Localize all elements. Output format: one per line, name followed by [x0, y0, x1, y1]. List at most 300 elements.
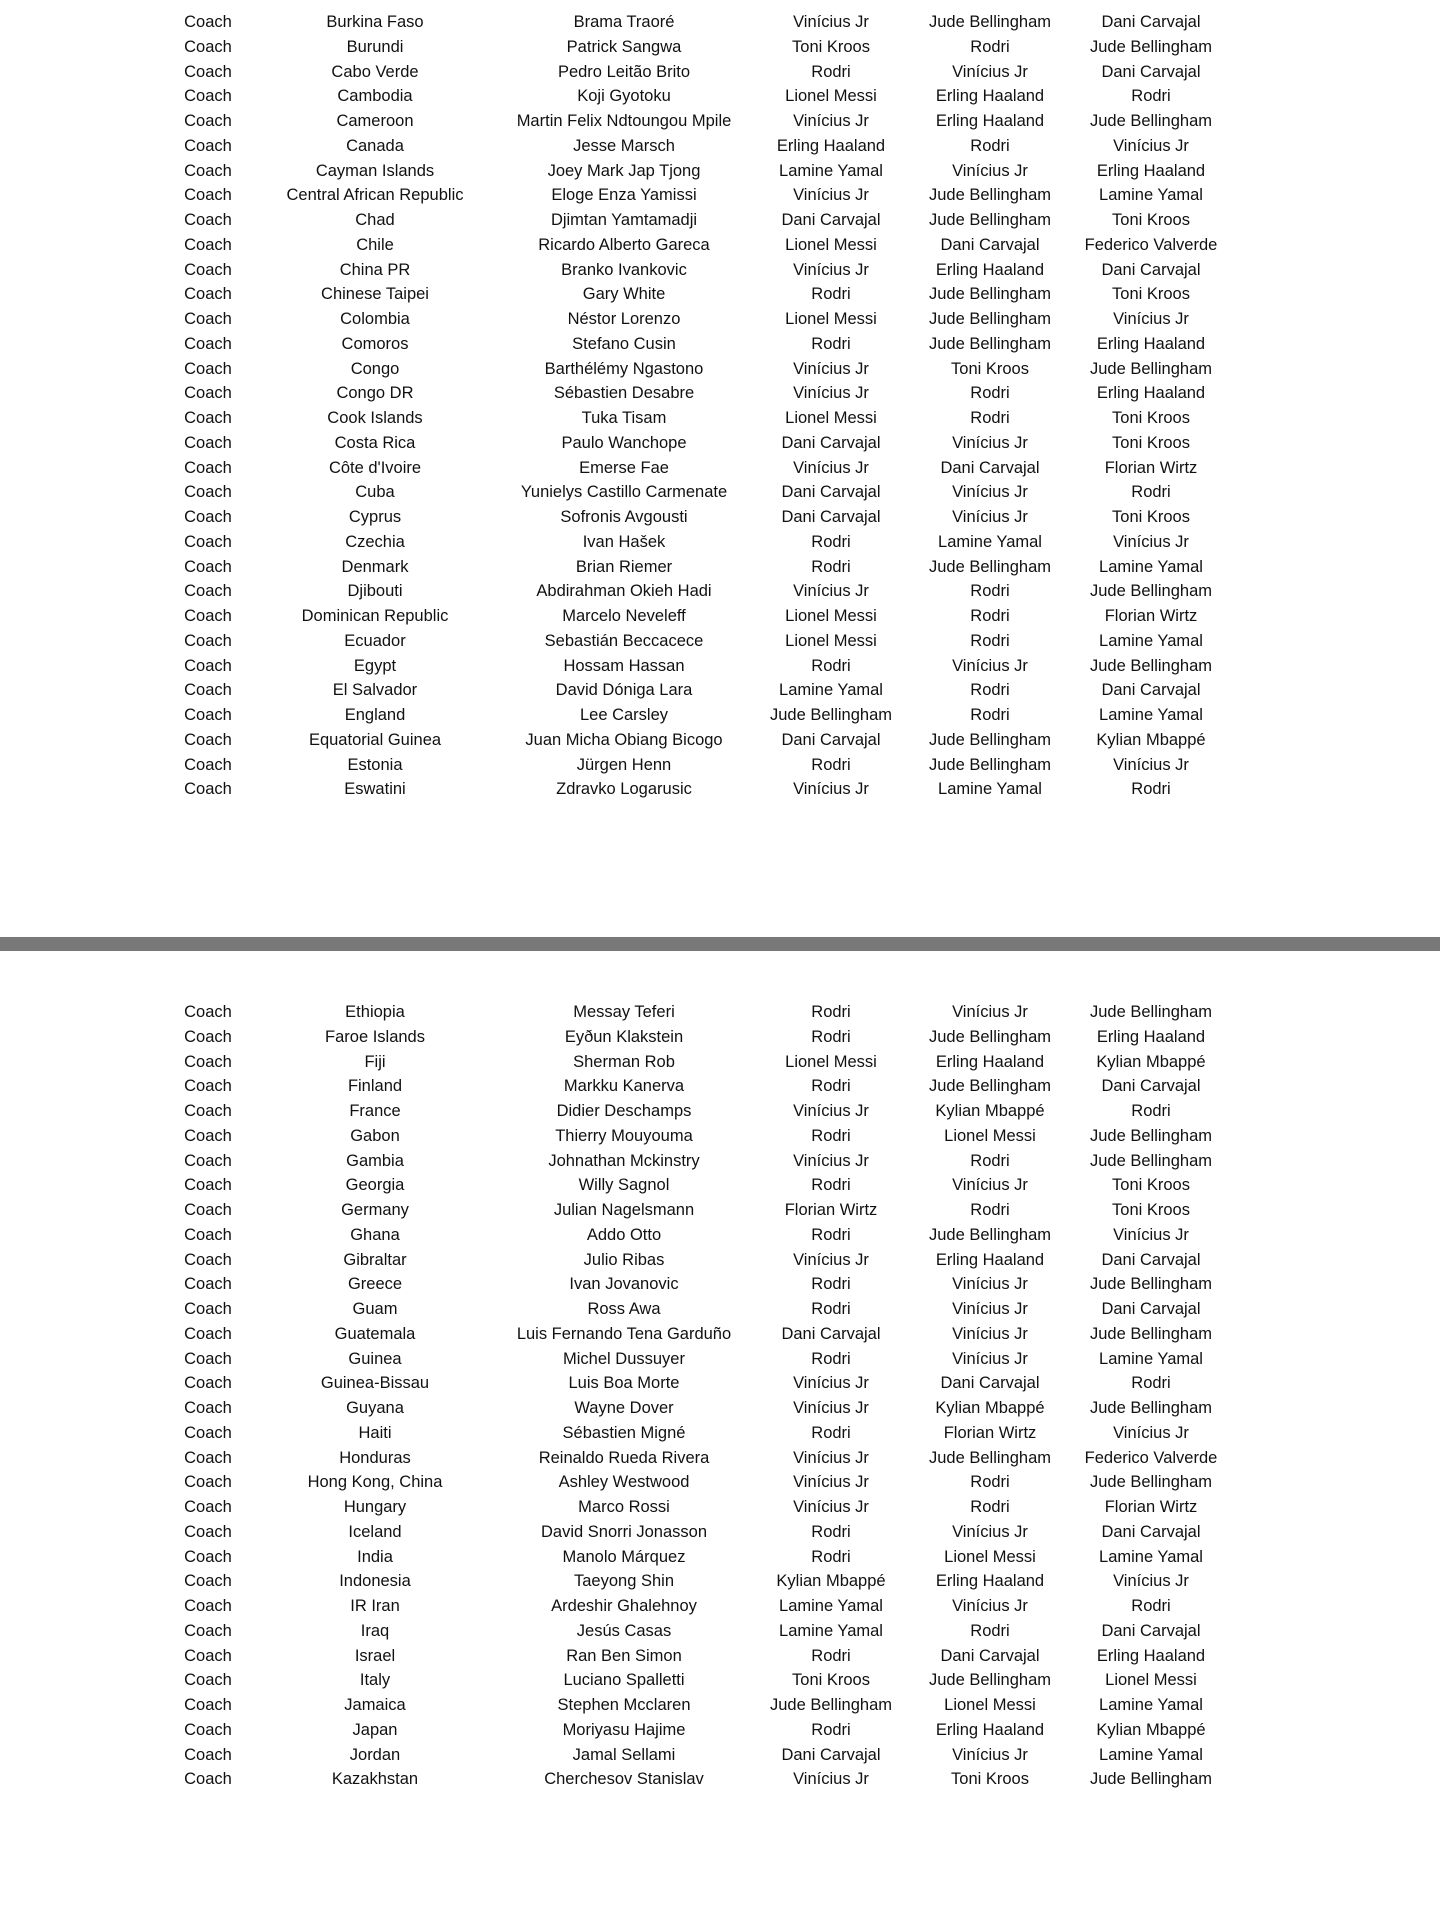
first-choice-cell: Vinícius Jr: [793, 1151, 869, 1170]
second-choice-cell: Toni Kroos: [951, 359, 1029, 378]
second-choice-cell: Jude Bellingham: [929, 1671, 1051, 1690]
coach-name-cell: Koji Gyotoku: [577, 87, 671, 106]
third-choice-cell: Vinícius Jr: [1113, 310, 1189, 328]
document-page-1: [0, 0, 1440, 937]
first-choice-cell: Vinícius Jr: [793, 384, 869, 403]
coach-name-cell: Jürgen Henn: [576, 755, 672, 774]
country-cell: Congo DR: [336, 384, 414, 403]
role-cell: Coach: [184, 1027, 232, 1046]
country-cell: Greece: [347, 1275, 403, 1294]
role-cell: Coach: [184, 1201, 232, 1219]
role-cell: Coach: [184, 409, 232, 427]
third-choice-cell: Jude Bellingham: [1090, 1126, 1212, 1145]
second-choice-cell: Jude Bellingham: [929, 730, 1051, 749]
country-cell: Fiji: [364, 1052, 386, 1071]
coach-name-cell: Ashley Westwood: [558, 1473, 690, 1492]
country-cell: Faroe Islands: [325, 1027, 425, 1046]
role-cell: Coach: [184, 1250, 232, 1269]
second-choice-cell: Rodri: [970, 607, 1010, 625]
coach-name-cell: Juan Micha Obiang Bicogo: [525, 730, 723, 749]
role-cell: Coach: [184, 1597, 232, 1615]
coach-name-cell: Ricardo Alberto Gareca: [538, 235, 710, 254]
country-cell: Cabo Verde: [331, 62, 419, 81]
table-row: [0, 777, 1440, 802]
first-choice-cell: Rodri: [811, 1423, 851, 1442]
document-page-2: [0, 951, 1440, 1916]
table-row: [0, 84, 1440, 109]
table-row: [0, 1149, 1440, 1174]
coach-name-cell: Emerse Fae: [579, 458, 669, 477]
third-choice-cell: Jude Bellingham: [1090, 112, 1212, 130]
coach-name-cell: Brama Traoré: [573, 13, 675, 31]
role-cell: Coach: [184, 755, 232, 774]
first-choice-cell: Rodri: [811, 1522, 851, 1541]
coach-name-cell: Néstor Lorenzo: [567, 310, 681, 328]
country-cell: Jamaica: [344, 1696, 406, 1714]
coach-name-cell: David Snorri Jonasson: [541, 1522, 707, 1541]
role-cell: Coach: [184, 1671, 232, 1690]
third-choice-cell: Erling Haaland: [1096, 384, 1206, 403]
table-row: [0, 654, 1440, 679]
third-choice-cell: Dani Carvajal: [1101, 13, 1201, 31]
second-choice-cell: Jude Bellingham: [929, 755, 1051, 774]
role-cell: Coach: [184, 13, 232, 31]
coach-name-cell: Wayne Dover: [574, 1399, 674, 1417]
coach-name-cell: Julian Nagelsmann: [553, 1201, 695, 1219]
role-cell: Coach: [184, 1696, 232, 1714]
first-choice-cell: Dani Carvajal: [781, 1745, 881, 1764]
first-choice-cell: Lamine Yamal: [779, 1597, 883, 1615]
role-cell: Coach: [184, 211, 232, 229]
first-choice-cell: Dani Carvajal: [781, 211, 881, 229]
country-cell: Georgia: [345, 1176, 405, 1195]
role-cell: Coach: [184, 1423, 232, 1442]
second-choice-cell: Jude Bellingham: [929, 1077, 1051, 1096]
country-cell: IR Iran: [350, 1597, 400, 1615]
table-row: [0, 728, 1440, 753]
third-choice-cell: Dani Carvajal: [1101, 260, 1201, 279]
third-choice-cell: Jude Bellingham: [1090, 1399, 1212, 1417]
third-choice-cell: Lamine Yamal: [1099, 1349, 1203, 1368]
third-choice-cell: Florian Wirtz: [1104, 607, 1198, 625]
first-choice-cell: Rodri: [811, 1349, 851, 1368]
first-choice-cell: Rodri: [811, 1646, 851, 1665]
coach-name-cell: Gary White: [582, 285, 666, 304]
role-cell: Coach: [184, 557, 232, 576]
coach-name-cell: Luciano Spalletti: [563, 1671, 685, 1690]
second-choice-cell: Jude Bellingham: [929, 310, 1051, 328]
second-choice-cell: Jude Bellingham: [929, 1225, 1051, 1244]
second-choice-cell: Jude Bellingham: [929, 334, 1051, 353]
first-choice-cell: Rodri: [811, 1077, 851, 1096]
country-cell: Hong Kong, China: [307, 1473, 443, 1492]
role-cell: Coach: [184, 260, 232, 279]
third-choice-cell: Vinícius Jr: [1113, 136, 1189, 155]
country-cell: Haiti: [358, 1423, 392, 1442]
second-choice-cell: Erling Haaland: [935, 1720, 1045, 1739]
country-cell: Denmark: [341, 557, 409, 576]
first-choice-cell: Lionel Messi: [785, 631, 877, 650]
table-row: [0, 307, 1440, 332]
table-row: [0, 357, 1440, 382]
country-cell: Chinese Taipei: [321, 285, 429, 304]
first-choice-cell: Vinícius Jr: [793, 1250, 869, 1269]
third-choice-cell: Vinícius Jr: [1113, 1225, 1189, 1244]
first-choice-cell: Dani Carvajal: [781, 730, 881, 749]
first-choice-cell: Toni Kroos: [792, 1671, 870, 1690]
table-row: [0, 678, 1440, 703]
table-row: [0, 1594, 1440, 1619]
table-row: [0, 381, 1440, 406]
third-choice-cell: Kylian Mbappé: [1096, 730, 1206, 749]
coach-name-cell: Moriyasu Hajime: [562, 1720, 686, 1739]
table-row: [0, 1025, 1440, 1050]
third-choice-cell: Lamine Yamal: [1099, 706, 1203, 724]
first-choice-cell: Vinícius Jr: [793, 1102, 869, 1120]
second-choice-cell: Vinícius Jr: [952, 483, 1028, 502]
second-choice-cell: Lionel Messi: [944, 1126, 1036, 1145]
third-choice-cell: Vinícius Jr: [1113, 1572, 1189, 1591]
table-row: [0, 505, 1440, 530]
coach-name-cell: Markku Kanerva: [563, 1077, 685, 1096]
third-choice-cell: Dani Carvajal: [1101, 62, 1201, 81]
third-choice-cell: Vinícius Jr: [1113, 532, 1189, 551]
role-cell: Coach: [184, 1324, 232, 1343]
coach-name-cell: Stephen Mcclaren: [557, 1696, 691, 1714]
third-choice-cell: Dani Carvajal: [1101, 1522, 1201, 1541]
third-choice-cell: Kylian Mbappé: [1096, 1052, 1206, 1071]
role-cell: Coach: [184, 607, 232, 625]
coach-name-cell: Reinaldo Rueda Rivera: [538, 1448, 710, 1467]
table-row: [0, 1396, 1440, 1421]
coach-name-cell: Willy Sagnol: [578, 1176, 670, 1195]
table-row: [0, 579, 1440, 604]
table-row: [0, 282, 1440, 307]
first-choice-cell: Rodri: [811, 285, 851, 304]
role-cell: Coach: [184, 780, 232, 799]
first-choice-cell: Rodri: [811, 656, 851, 675]
first-choice-cell: Rodri: [811, 1003, 851, 1021]
role-cell: Coach: [184, 1126, 232, 1145]
third-choice-cell: Erling Haaland: [1096, 1027, 1206, 1046]
coach-name-cell: Eloge Enza Yamissi: [551, 186, 697, 205]
coach-name-cell: Julio Ribas: [583, 1250, 665, 1269]
first-choice-cell: Rodri: [811, 1126, 851, 1145]
third-choice-cell: Federico Valverde: [1084, 1448, 1218, 1467]
coach-name-cell: Joey Mark Jap Tjong: [547, 161, 701, 180]
coach-name-cell: Branko Ivankovic: [561, 260, 687, 279]
third-choice-cell: Florian Wirtz: [1104, 458, 1198, 477]
table-row: [0, 1248, 1440, 1273]
country-cell: Chile: [356, 235, 394, 254]
role-cell: Coach: [184, 483, 232, 502]
country-cell: Comoros: [341, 334, 409, 353]
table-row: [0, 1272, 1440, 1297]
country-cell: Hungary: [343, 1498, 407, 1516]
country-cell: Guinea: [348, 1349, 402, 1368]
third-choice-cell: Lamine Yamal: [1099, 186, 1203, 205]
table-row: [0, 431, 1440, 456]
role-cell: Coach: [184, 235, 232, 254]
second-choice-cell: Jude Bellingham: [929, 186, 1051, 205]
second-choice-cell: Erling Haaland: [935, 112, 1045, 130]
table-row: [0, 753, 1440, 778]
second-choice-cell: Lionel Messi: [944, 1696, 1036, 1714]
table-row: [0, 480, 1440, 505]
coach-name-cell: Luis Boa Morte: [568, 1374, 680, 1393]
third-choice-cell: Lamine Yamal: [1099, 1745, 1203, 1764]
third-choice-cell: Vinícius Jr: [1113, 755, 1189, 774]
third-choice-cell: Jude Bellingham: [1090, 1473, 1212, 1492]
third-choice-cell: Rodri: [1131, 1374, 1171, 1393]
country-cell: Israel: [354, 1646, 396, 1665]
second-choice-cell: Jude Bellingham: [929, 13, 1051, 31]
coach-name-cell: Ivan Hašek: [582, 532, 666, 551]
second-choice-cell: Rodri: [970, 1201, 1010, 1219]
third-choice-cell: Toni Kroos: [1112, 211, 1190, 229]
vote-rows: [0, 10, 1440, 802]
coach-name-cell: Stefano Cusin: [572, 334, 676, 353]
third-choice-cell: Jude Bellingham: [1090, 1770, 1212, 1789]
first-choice-cell: Rodri: [811, 1547, 851, 1566]
role-cell: Coach: [184, 1374, 232, 1393]
first-choice-cell: Lionel Messi: [785, 409, 877, 427]
table-row: [0, 1050, 1440, 1075]
second-choice-cell: Kylian Mbappé: [935, 1102, 1045, 1120]
country-cell: Kazakhstan: [331, 1770, 419, 1789]
country-cell: Honduras: [339, 1448, 411, 1467]
coach-name-cell: Sébastien Desabre: [553, 384, 695, 403]
second-choice-cell: Toni Kroos: [951, 1770, 1029, 1789]
second-choice-cell: Vinícius Jr: [952, 1275, 1028, 1294]
coach-name-cell: Tuka Tisam: [581, 409, 667, 427]
third-choice-cell: Lamine Yamal: [1099, 557, 1203, 576]
country-cell: Chad: [355, 211, 395, 229]
second-choice-cell: Rodri: [970, 37, 1010, 56]
table-row: [0, 604, 1440, 629]
first-choice-cell: Jude Bellingham: [770, 1696, 892, 1714]
table-row: [0, 555, 1440, 580]
role-cell: Coach: [184, 730, 232, 749]
third-choice-cell: Lamine Yamal: [1099, 1547, 1203, 1566]
role-cell: Coach: [184, 359, 232, 378]
second-choice-cell: Vinícius Jr: [952, 1324, 1028, 1343]
table-row: [0, 530, 1440, 555]
country-cell: Cook Islands: [327, 409, 423, 427]
third-choice-cell: Dani Carvajal: [1101, 1621, 1201, 1640]
coach-name-cell: Didier Deschamps: [556, 1102, 692, 1120]
country-cell: Gambia: [346, 1151, 404, 1170]
table-row: [0, 1322, 1440, 1347]
coach-name-cell: Sébastien Migné: [562, 1423, 686, 1442]
country-cell: Czechia: [345, 532, 405, 551]
coach-name-cell: Sebastián Beccacece: [544, 631, 704, 650]
third-choice-cell: Lionel Messi: [1105, 1671, 1197, 1690]
first-choice-cell: Dani Carvajal: [781, 433, 881, 452]
country-cell: Ecuador: [344, 631, 406, 650]
coach-name-cell: Jamal Sellami: [572, 1745, 676, 1764]
first-choice-cell: Kylian Mbappé: [776, 1572, 886, 1591]
second-choice-cell: Vinícius Jr: [952, 1522, 1028, 1541]
coach-name-cell: Marco Rossi: [578, 1498, 670, 1516]
country-cell: China PR: [339, 260, 411, 279]
coach-name-cell: Marcelo Neveleff: [562, 607, 686, 625]
role-cell: Coach: [184, 334, 232, 353]
table-row: [0, 233, 1440, 258]
country-cell: Eswatini: [344, 780, 406, 799]
role-cell: Coach: [184, 681, 232, 700]
table-row: [0, 332, 1440, 357]
coach-name-cell: Ran Ben Simon: [566, 1646, 682, 1665]
coach-name-cell: Ardeshir Ghalehnoy: [551, 1597, 697, 1615]
table-row: [0, 1693, 1440, 1718]
first-choice-cell: Vinícius Jr: [793, 1374, 869, 1393]
coach-name-cell: Paulo Wanchope: [561, 433, 687, 452]
second-choice-cell: Rodri: [970, 409, 1010, 427]
coach-name-cell: Ross Awa: [587, 1300, 661, 1318]
table-row: [0, 1520, 1440, 1545]
first-choice-cell: Vinícius Jr: [793, 13, 869, 31]
coach-name-cell: Luis Fernando Tena Garduño: [516, 1324, 732, 1343]
table-row: [0, 183, 1440, 208]
country-cell: Iceland: [348, 1522, 402, 1541]
second-choice-cell: Dani Carvajal: [940, 458, 1040, 477]
first-choice-cell: Rodri: [811, 1300, 851, 1318]
table-row: [0, 1470, 1440, 1495]
coach-name-cell: David Dóniga Lara: [555, 681, 693, 700]
table-row: [0, 629, 1440, 654]
first-choice-cell: Rodri: [811, 334, 851, 353]
role-cell: Coach: [184, 1349, 232, 1368]
role-cell: Coach: [184, 136, 232, 155]
country-cell: Indonesia: [339, 1572, 411, 1591]
role-cell: Coach: [184, 1176, 232, 1195]
third-choice-cell: Rodri: [1131, 1102, 1171, 1120]
table-row: [0, 134, 1440, 159]
first-choice-cell: Toni Kroos: [792, 37, 870, 56]
role-cell: Coach: [184, 62, 232, 81]
coach-name-cell: Addo Otto: [586, 1225, 662, 1244]
table-row: [0, 1347, 1440, 1372]
first-choice-cell: Rodri: [811, 1275, 851, 1294]
third-choice-cell: Rodri: [1131, 483, 1171, 502]
coach-name-cell: Djimtan Yamtamadji: [550, 211, 698, 229]
second-choice-cell: Rodri: [970, 1621, 1010, 1640]
role-cell: Coach: [184, 656, 232, 675]
vote-rows: [0, 1000, 1440, 1792]
country-cell: Central African Republic: [286, 186, 464, 205]
coach-name-cell: Taeyong Shin: [574, 1572, 674, 1591]
role-cell: Coach: [184, 433, 232, 452]
coach-name-cell: Zdravko Logarusic: [556, 780, 692, 799]
role-cell: Coach: [184, 37, 232, 56]
coach-name-cell: Patrick Sangwa: [566, 37, 682, 56]
table-row: [0, 159, 1440, 184]
second-choice-cell: Erling Haaland: [935, 87, 1045, 106]
country-cell: Côte d'Ivoire: [328, 458, 422, 477]
first-choice-cell: Erling Haaland: [776, 136, 886, 155]
first-choice-cell: Vinícius Jr: [793, 1473, 869, 1492]
third-choice-cell: Lamine Yamal: [1099, 1696, 1203, 1714]
second-choice-cell: Rodri: [970, 681, 1010, 700]
second-choice-cell: Jude Bellingham: [929, 1448, 1051, 1467]
table-row: [0, 406, 1440, 431]
role-cell: Coach: [184, 532, 232, 551]
third-choice-cell: Jude Bellingham: [1090, 1275, 1212, 1294]
country-cell: Gabon: [350, 1126, 400, 1145]
country-cell: Egypt: [353, 656, 397, 675]
role-cell: Coach: [184, 1399, 232, 1417]
role-cell: Coach: [184, 1275, 232, 1294]
table-row: [0, 1371, 1440, 1396]
role-cell: Coach: [184, 87, 232, 106]
role-cell: Coach: [184, 1448, 232, 1467]
first-choice-cell: Vinícius Jr: [793, 582, 869, 601]
country-cell: Cameroon: [336, 112, 414, 130]
first-choice-cell: Vinícius Jr: [793, 458, 869, 477]
role-cell: Coach: [184, 1225, 232, 1244]
third-choice-cell: Dani Carvajal: [1101, 1250, 1201, 1269]
coach-name-cell: Brian Riemer: [575, 557, 673, 576]
table-row: [0, 1569, 1440, 1594]
table-row: [0, 1223, 1440, 1248]
third-choice-cell: Erling Haaland: [1096, 161, 1206, 180]
role-cell: Coach: [184, 1522, 232, 1541]
role-cell: Coach: [184, 1745, 232, 1764]
second-choice-cell: Lamine Yamal: [938, 532, 1042, 551]
coach-name-cell: Sofronis Avgousti: [560, 508, 688, 526]
second-choice-cell: Vinícius Jr: [952, 1003, 1028, 1021]
country-cell: Canada: [346, 136, 404, 155]
table-row: [0, 1124, 1440, 1149]
second-choice-cell: Erling Haaland: [935, 260, 1045, 279]
role-cell: Coach: [184, 631, 232, 650]
country-cell: Congo: [350, 359, 400, 378]
third-choice-cell: Dani Carvajal: [1101, 1077, 1201, 1096]
second-choice-cell: Jude Bellingham: [929, 285, 1051, 304]
first-choice-cell: Lionel Messi: [785, 607, 877, 625]
role-cell: Coach: [184, 310, 232, 328]
third-choice-cell: Jude Bellingham: [1090, 1324, 1212, 1343]
coach-name-cell: Manolo Márquez: [562, 1547, 686, 1566]
role-cell: Coach: [184, 1770, 232, 1789]
country-cell: Guatemala: [334, 1324, 416, 1343]
second-choice-cell: Jude Bellingham: [929, 557, 1051, 576]
table-row: [0, 1198, 1440, 1223]
country-cell: Equatorial Guinea: [308, 730, 442, 749]
country-cell: Germany: [341, 1201, 409, 1219]
coach-name-cell: Abdirahman Okieh Hadi: [536, 582, 712, 601]
first-choice-cell: Dani Carvajal: [781, 1324, 881, 1343]
second-choice-cell: Dani Carvajal: [940, 235, 1040, 254]
role-cell: Coach: [184, 285, 232, 304]
second-choice-cell: Florian Wirtz: [943, 1423, 1037, 1442]
table-row: [0, 258, 1440, 283]
table-row: [0, 1718, 1440, 1743]
country-cell: Burundi: [346, 37, 404, 56]
second-choice-cell: Dani Carvajal: [940, 1646, 1040, 1665]
page-divider: [0, 937, 1440, 951]
first-choice-cell: Vinícius Jr: [793, 359, 869, 378]
country-cell: Cambodia: [337, 87, 413, 106]
role-cell: Coach: [184, 1151, 232, 1170]
role-cell: Coach: [184, 1720, 232, 1739]
first-choice-cell: Rodri: [811, 1225, 851, 1244]
country-cell: Ethiopia: [345, 1003, 405, 1021]
first-choice-cell: Lamine Yamal: [779, 1621, 883, 1640]
table-row: [0, 1619, 1440, 1644]
table-row: [0, 1297, 1440, 1322]
